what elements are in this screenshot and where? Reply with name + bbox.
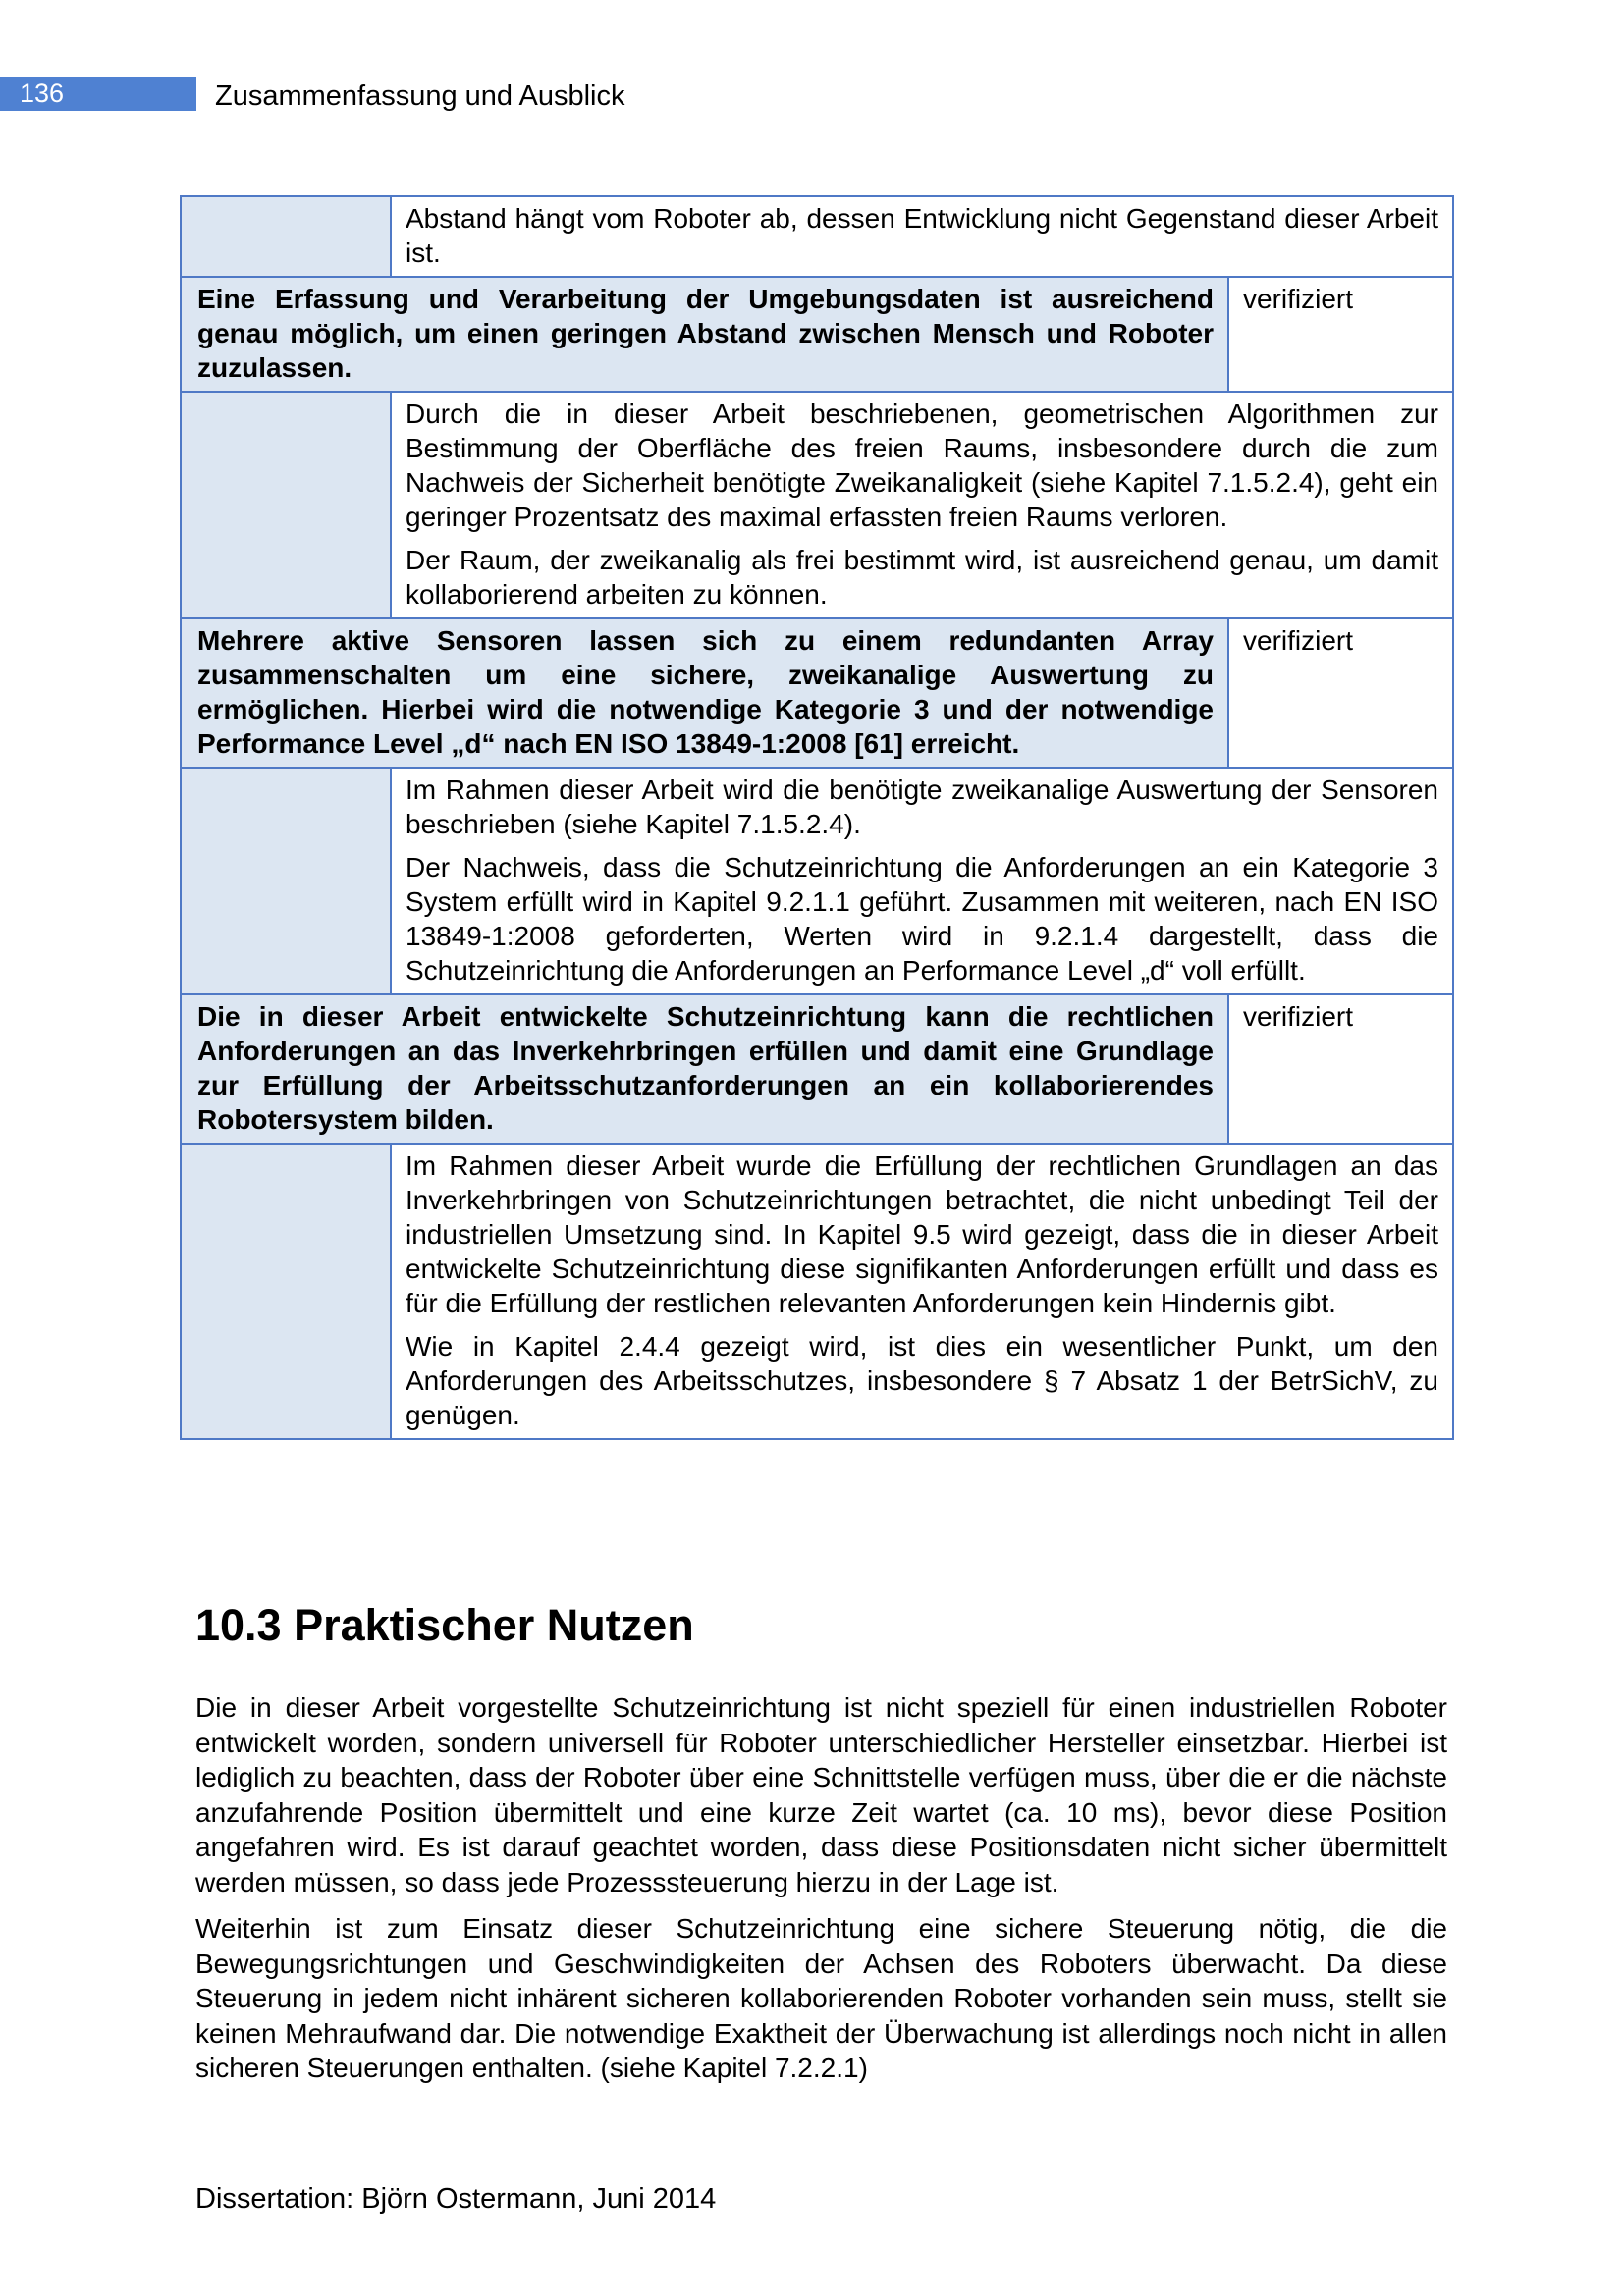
explanation-cell	[391, 196, 1453, 277]
explanation-paragraph: Im Rahmen dieser Arbeit wurde die Erfüllung der rechtlichen Grundlagen an das Inverkehrbringen von Schutzeinrichtungen betrachtet, die nicht unbedingt Teil der industriellen Umsetzung sind. In Kapitel 9.5 wird gezeigt, dass die in dieser Arbeit entwickelte Schutzeinrichtung diese signifikanten Anforderungen erfüllt und dass es für die Erfüllung der restlichen relevanten Anforderungen kein Hindernis gibt.	[406, 1150, 1438, 1318]
explanation-paragraph: Wie in Kapitel 2.4.4 gezeigt wird, ist dies ein wesentlicher Punkt, um den Anforderungen des Arbeitsschutzes, insbesondere § 7 Absatz 1 der BetrSichV, zu genügen.	[406, 1331, 1438, 1430]
table-row	[181, 994, 1453, 1144]
table-cell-empty	[181, 392, 391, 618]
status-cell: verifiziert	[1228, 277, 1453, 392]
status-cell: verifiziert	[1228, 618, 1453, 768]
table-row	[181, 277, 1453, 392]
explanation-paragraph: Durch die in dieser Arbeit beschriebenen, geometrischen Algorithmen zur Bestimmung der Oberfläche des freien Raums, insbesondere durch die zum Nachweis der Sicherheit benötigte Zweikanaligkeit (siehe Kapitel 7.1.5.2.4), geht ein geringer Prozentsatz des maximal erfassten freien Raums verloren.	[406, 399, 1438, 532]
explanation-cell	[391, 392, 1453, 618]
explanation-paragraph: Der Raum, der zweikanalig als frei bestimmt wird, ist ausreichend genau, um damit kollaborierend arbeiten zu können.	[406, 545, 1438, 610]
page-number: 136	[0, 77, 196, 111]
explanation-paragraph: Abstand hängt vom Roboter ab, dessen Entwicklung nicht Gegenstand dieser Arbeit ist.	[406, 203, 1438, 268]
explanation-cell	[391, 1144, 1453, 1439]
explanation-paragraph: Im Rahmen dieser Arbeit wird die benötigte zweikanalige Auswertung der Sensoren beschrieben (siehe Kapitel 7.1.5.2.4).	[406, 774, 1438, 839]
body-paragraph: Die in dieser Arbeit vorgestellte Schutzeinrichtung ist nicht speziell für einen industriellen Roboter entwickelt worden, sondern universell für Roboter unterschiedlicher Hersteller einsetzbar. Hierbei ist lediglich zu beachten, dass der Roboter über eine Schnittstelle verfügen muss, über die er die nächste anzufahrende Position übermittelt und eine kurze Zeit wartet (ca. 10 ms), bevor diese Position angefahren wird. Es ist darauf geachtet worden, dass diese Positionsdaten nicht sicher übermittelt werden müssen, so dass jede Prozesssteuerung hierzu in der Lage ist.	[195, 1692, 1447, 1897]
table-row	[181, 1144, 1453, 1439]
section-heading: 10.3 Praktischer Nutzen	[195, 1600, 694, 1650]
requirement-cell: Mehrere aktive Sensoren lassen sich zu einem redundanten Array zusammenschalten um eine sichere, zweikanalige Auswertung zu ermöglichen. Hierbei wird die notwendige Kategorie 3 und der notwendige Performance Level „d“ nach EN ISO 13849-1:2008 [61] erreicht.	[181, 618, 1228, 768]
table-cell-empty	[181, 768, 391, 994]
status-cell: verifiziert	[1228, 994, 1453, 1144]
requirement-cell: Die in dieser Arbeit entwickelte Schutzeinrichtung kann die rechtlichen Anforderungen an das Inverkehrbringen erfüllen und damit eine Grundlage zur Erfüllung der Arbeitsschutzanforderungen an ein kollaborierendes Robotersystem bilden.	[181, 994, 1228, 1144]
body-paragraph: Weiterhin ist zum Einsatz dieser Schutzeinrichtung eine sichere Steuerung nötig, die die Bewegungsrichtungen und Geschwindigkeiten der Achsen des Roboters überwacht. Da diese Steuerung in jedem nicht inhärent sicheren kollaborierenden Roboter vorhanden sein muss, stellt sie keinen Mehraufwand dar. Die notwendige Exaktheit der Überwachung ist allerdings noch nicht in allen sicheren Steuerungen enthalten. (siehe Kapitel 7.2.2.1)	[195, 1913, 1447, 2083]
table-row	[181, 196, 1453, 277]
page-footer: Dissertation: Björn Ostermann, Juni 2014	[195, 2183, 717, 2215]
running-header: Zusammenfassung und Ausblick	[215, 80, 625, 112]
table-row	[181, 768, 1453, 994]
table-cell-empty	[181, 196, 391, 277]
table-cell-empty	[181, 1144, 391, 1439]
requirements-table	[180, 195, 1454, 1440]
table-row	[181, 392, 1453, 618]
explanation-cell	[391, 768, 1453, 994]
section-body	[195, 1690, 1447, 2098]
table-row	[181, 618, 1453, 768]
explanation-paragraph: Der Nachweis, dass die Schutzeinrichtung die Anforderungen an ein Kategorie 3 System erfüllt wird in Kapitel 9.2.1.1 geführt. Zusammen mit weiteren, nach EN ISO 13849-1:2008 geforderten, Werten wird in 9.2.1.4 dargestellt, dass die Schutzeinrichtung die Anforderungen an Performance Level „d“ voll erfüllt.	[406, 852, 1438, 986]
requirement-cell: Eine Erfassung und Verarbeitung der Umgebungsdaten ist ausreichend genau möglich, um einen geringen Abstand zwischen Mensch und Roboter zuzulassen.	[181, 277, 1228, 392]
